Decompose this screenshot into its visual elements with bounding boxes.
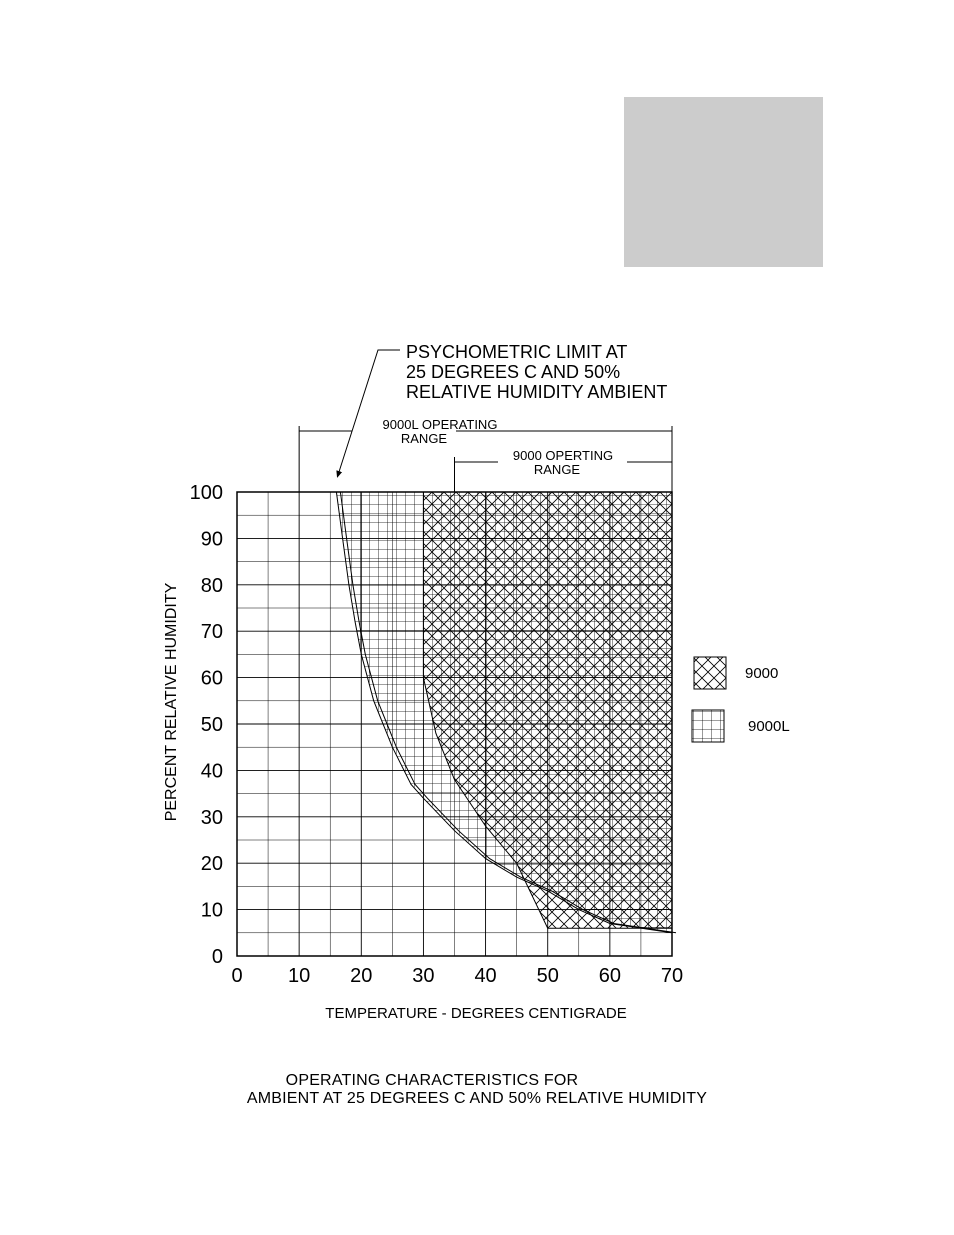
psychometric-line-1: PSYCHOMETRIC LIMIT AT [406, 342, 628, 362]
legend-label-9000l: 9000L [748, 718, 790, 735]
y-tick-label: 50 [200, 714, 223, 736]
range-9000l-line-1: 9000L OPERATING [382, 417, 498, 432]
legend-swatch-9000l [692, 710, 724, 742]
y-tick-label: 0 [211, 946, 223, 968]
x-tick-label: 0 [231, 965, 243, 987]
x-tick-label: 30 [412, 965, 435, 987]
y-tick-label: 80 [200, 574, 223, 597]
y-axis-label: PERCENT RELATIVE HUMIDITY [163, 582, 180, 822]
range-9000-line-1: 9000 OPERTING [512, 448, 614, 463]
psychometric-line-2: 25 DEGREES C AND 50% [406, 362, 621, 382]
x-tick-label: 40 [474, 965, 497, 987]
x-tick-label: 70 [660, 965, 684, 987]
y-tick-label: 90 [200, 528, 223, 551]
x-axis-label: TEMPERATURE - DEGREES CENTIGRADE [325, 1005, 627, 1022]
legend-label-9000: 9000 [745, 665, 779, 682]
caption-line-1: OPERATING CHARACTERISTICS FOR [285, 1072, 579, 1089]
caption-line-2: AMBIENT AT 25 DEGREES C AND 50% RELATIVE HUMIDITY [246, 1090, 708, 1107]
range-9000-line-2: RANGE [533, 462, 581, 477]
legend [692, 657, 790, 742]
y-tick-label: 20 [200, 853, 223, 876]
legend-swatch-9000 [694, 657, 726, 689]
x-tick-label: 10 [288, 965, 311, 987]
y-tick-label: 100 [189, 482, 223, 504]
y-tick-label: 40 [200, 760, 223, 783]
operating-areas [336, 492, 676, 933]
y-tick-label: 70 [200, 621, 223, 644]
psychometric-leader [338, 350, 400, 475]
x-tick-label: 50 [536, 965, 559, 987]
x-tick-label: 20 [350, 965, 373, 987]
y-tick-label: 10 [200, 899, 223, 922]
psychometric-line-3: RELATIVE HUMIDITY AMBIENT [406, 382, 668, 402]
y-tick-label: 30 [200, 806, 223, 829]
y-tick-label: 60 [200, 667, 223, 690]
range-9000l-line-2: RANGE [400, 431, 448, 446]
x-tick-label: 60 [598, 965, 621, 987]
